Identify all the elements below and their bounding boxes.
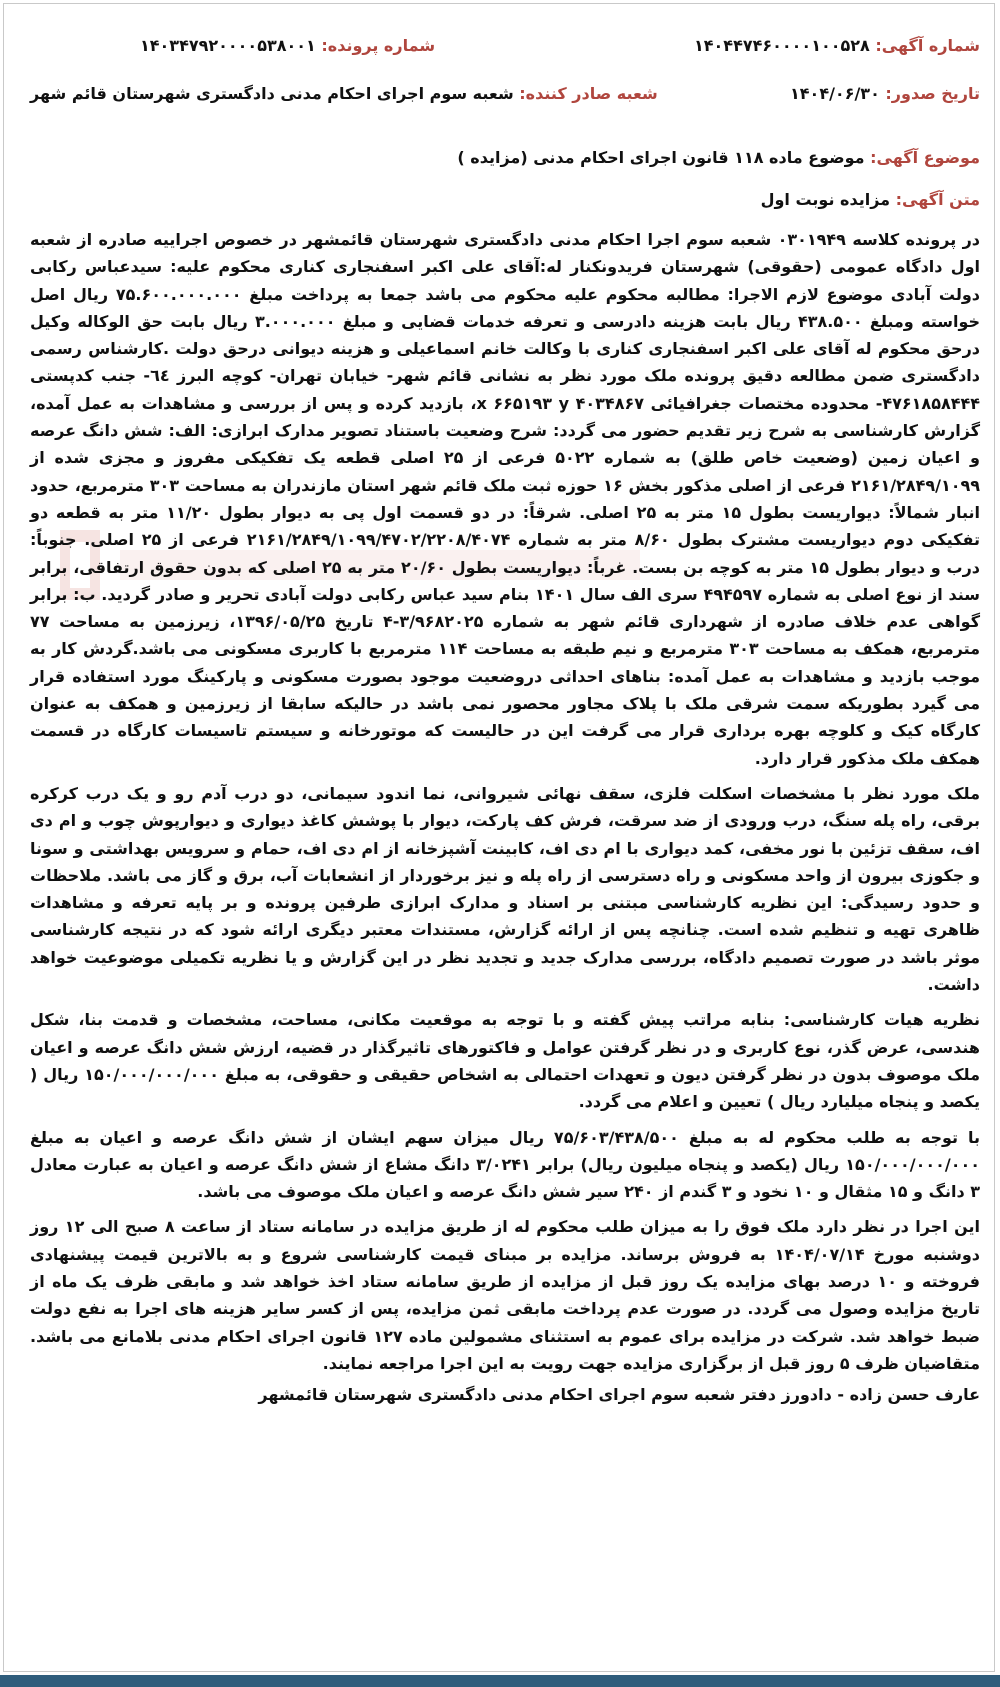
header-row-2 <box>30 84 980 132</box>
notice-text-value: مزایده نوبت اول <box>760 190 891 209</box>
issuing-branch-label: شعبه صادر کننده: <box>519 84 658 103</box>
case-number <box>140 36 435 55</box>
issue-date-value: ۱۴۰۴/۰۶/۳۰ <box>790 84 880 103</box>
notice-content <box>30 36 980 1404</box>
notice-number-value: ۱۴۰۴۴۷۴۶۰۰۰۰۱۰۰۵۲۸ <box>694 36 870 55</box>
issue-date-label: تاریخ صدور: <box>885 84 980 103</box>
body-paragraph-2: ملک مورد نظر با مشخصات اسکلت فلزی، سقف نهائی شیروانی، نما اندود سیمانی، دو درب آدم رو و یک درب کرکره برقی، راه پله سنگ، درب ورودی از ضد سرقت، فرش کف پارکت، دیوار با پوشش کاغذ دیواری و دیوارپوش چوب و ام دی اف، سقف تزئین با نور مخفی، کمد دیواری با ام دی اف، کابینت آشپزخانه از ام دی اف، حمام و سرویس بهداشتی و سونا و جکوزی بیرون از واحد مسکونی و راه دسترسی از راه پله و نیز برخوردار از انشعابات آب، برق و گاز می باشد. ملاحظات و حدود رسیدگی: این نظریه کارشناسی مبتنی بر اسناد و مدارک ابرازی طرفین پرونده و بر پایه تعرفه و مشاهدات ظاهری تهیه و تنظیم شده است. چنانچه پس از ارائه گزارش، مستندات معتبر دیگری ارائه شود که در نتیجه کارشناسی موثر باشد در صورت تصمیم دادگاه، بررسی مدارک جدید و تجدید نظر در این گزارش و یا نظریه تکمیلی موضوعیت خواهد داشت. <box>30 783 980 995</box>
subject-label: موضوع آگهی: <box>870 148 980 167</box>
subject-value: موضوع ماده ۱۱۸ قانون اجرای احکام مدنی (مزایده ) <box>457 148 865 167</box>
notice-number-label: شماره آگهی: <box>875 36 980 55</box>
header-row-1 <box>30 36 980 84</box>
signature-line: عارف حسن زاده - دادورز دفتر شعبه سوم اجرای احکام مدنی دادگستری شهرستان قائمشهر <box>258 1385 980 1405</box>
body-paragraph-3: نظریه هیات کارشناسی: بنابه مراتب پیش گفته و با توجه به موقعیت مکانی، مساحت، مشخصات و قدمت بنا، شکل هندسی، عرض گذر، نوع کاربری و در نظر گرفتن عوامل و فاکتورهای تاثیرگذار در قضیه، ارزش شش دانگ عرصه و اعیان ملک موصوف بدون در نظر گرفتن دیون و تعهدات احتمالی به اشخاص حقیقی و حقوقی، به مبلغ ۱۵۰/۰۰۰/۰۰۰/۰۰۰ ریال ( یکصد و پنجاه میلیارد ریال ) تعیین و اعلام می گردد. <box>30 1010 980 1112</box>
bottom-bar <box>0 1675 1000 1687</box>
case-number-label: شماره پرونده: <box>321 36 436 55</box>
body-paragraph-1: در پرونده کلاسه ۰۳۰۱۹۴۹ شعبه سوم اجرا احکام مدنی دادگستری شهرستان قائمشهر در خصوص اجراییه صادره از شعبه اول دادگاه عمومی (حقوقی) شهرستان فریدونکنار له:آقای علی اکبر اسفنجاری کناری محکوم علیه: سیدعباس رکابی دولت آبادی موضوع لازم الاجرا: مطالبه محکوم علیه محکوم می باشد جمعا به پرداخت مبلغ ۷۵.۶۰۰.۰۰۰.۰۰۰ ریال اصل خواسته ومبلغ ۴۳۸.۵۰۰ ریال بابت هزینه دادرسی و تعرفه خدمات قضایی و مبلغ ۳.۰۰۰.۰۰۰ ریال بابت حق الوکاله وکیل درحق محکوم له آقای علی اکبر اسفنجاری کناری با وکالت خانم اسماعیلی و هزینه دیوانی درحق دولت .کارشناس رسمی دادگستری ضمن مطالعه دقیق پرونده ملک مورد نظر به نشانی قائم شهر- خیابان تهران- کوچه البرز ٦٤- جنب کدپستی ۴۷۶۱۸۵۸۴۴۴- محدوده مختصات جغرافیائی x ۶۶۵۱۹۳ y ۴۰۳۴۸۶۷، بازدید کرده و پس از بررسی و مشاهدات به عمل آمده، گزارش کارشناسی به شرح زیر تقدیم حضور می گردد: شرح وضعیت باستناد تصویر مدارک ابرازی: الف: شش دانگ عرصه و اعیان زمین (وضعیت خاص طلق) به شماره ۵۰۲۲ فرعی از ۲۵ اصلی قطعه یک تفکیکی مفروز و مجزی شده از ۲۱۶۱/۲۸۴۹/۱۰۹۹ فرعی از اصلی مذکور بخش ۱۶ حوزه ثبت ملک قائم شهر استان مازندران به مساحت ۳۰۳ مترمربع، حدود انبار شمالاً: دیواریست بطول ۱۵ متر به ۲۵ اصلی. شرقاً: در دو قسمت اول پی به دیوار بطول ۱۱/۲۰ متر به قطعه دو تفکیکی دوم دیواریست مشترک بطول ۸/۶۰ متر به شماره ۲۱۶۱/۲۸۴۹/۱۰۹۹/۴۷۰۲/۲۲۰۸/۴۰۷۴ فرعی از ۲۵ اصلی. جنوباً: درب و دیوار بطول ۱۵ متر به کوچه بن بست. غرباً: دیواریست بطول ۲۰/۶۰ متر به ۲۵ اصلی که بدون حقوق ارتفاقی، برابر سند از نوع اصلی به شماره ۴۹۴۵۹۷ سری الف سال ۱۴۰۱ بنام سید عباس رکابی دولت آبادی تحریر و صادر گردید. ب: برابر گواهی عدم خلاف صادره از شهرداری قائم شهر به شماره ۳/۹۶۸۲۰۲۵-۴ تاریخ ۱۳۹۶/۰۵/۲۵، زیرزمین به مساحت ۷۷ مترمربع، همکف به مساحت ۳۰۳ مترمربع و نیم طبقه به مساحت ۱۱۴ مترمربع با کاربری مسکونی می باشد.گردش کار به موجب بازدید و مشاهدات به عمل آمده: بناهای احداثی دروضعیت موجود بصورت مسکونی و پارکینگ مورد استفاده قرار می گیرد بطوریکه سمت شرقی ملک با پلاک مجاور محصور نمی باشد در حالیکه سابقا از زیرزمین و همکف به عنوان کارگاه کیک و کلوچه بهره برداری قرار می گرفت این در حالیست که موتورخانه و سیستم تاسیسات کارگاه در قسمت همکف ملک مذکور قرار دارد. <box>30 230 981 768</box>
case-number-value: ۱۴۰۳۴۷۹۲۰۰۰۰۵۳۸۰۰۱ <box>140 36 316 55</box>
issuing-branch <box>30 84 658 103</box>
notice-text-label: متن آگهی: <box>895 190 980 209</box>
issue-date <box>790 84 980 103</box>
body-paragraph-5: این اجرا در نظر دارد ملک فوق را به میزان طلب محکوم له از طریق مزایده در سامانه ستاد از ساعت ۸ صبح الی ۱۲ روز دوشنبه مورخ ۱۴۰۴/۰۷/۱۴ به فروش برساند. مزایده بر مبنای قیمت کارشناسی شروع و به بالاترین قیمت پیشنهادی فروخته و ۱۰ درصد بهای مزایده یک روز قبل از مزایده از طریق سامانه ستاد اخذ خواهد شد و مابقی ظرف یک ماه از تاریخ مزایده وصول می گردد. در صورت عدم پرداخت مابقی ثمن مزایده، پس از کسر سایر هزینه های اجرا به نفع دولت ضبط خواهد شد. شرکت در مزایده برای عموم به استثنای مشمولین ماده ۱۲۷ قانون اجرای احکام مدنی بلامانع می باشد. متقاضیان ظرف ۵ روز قبل از برگزاری مزایده جهت رویت به این اجرا مراجعه نمایند. <box>30 1217 981 1373</box>
body-paragraph-4: با توجه به طلب محکوم له به مبلغ ۷۵/۶۰۳/۴۳۸/۵۰۰ ریال میزان سهم ایشان از شش دانگ عرصه و اعیان به مبلغ ۱۵۰/۰۰۰/۰۰۰/۰۰۰ ریال (یکصد و پنجاه میلیون ریال) برابر ۳/۰۲۴۱ دانگ مشاع از شش دانگ عرصه و اعیان به عبارت معادل ۳ دانگ و ۱۵ مثقال و ۱۰ نخود و ۳ گندم از ۲۴۰ سیر شش دانگ عرصه و اعیان ملک موصوف می باشد. <box>30 1127 981 1202</box>
issuing-branch-value: شعبه سوم اجرای احکام مدنی دادگستری شهرستان قائم شهر <box>30 84 514 103</box>
notice-number <box>694 36 980 55</box>
notice-text-line <box>30 190 980 226</box>
subject-line <box>30 148 980 184</box>
